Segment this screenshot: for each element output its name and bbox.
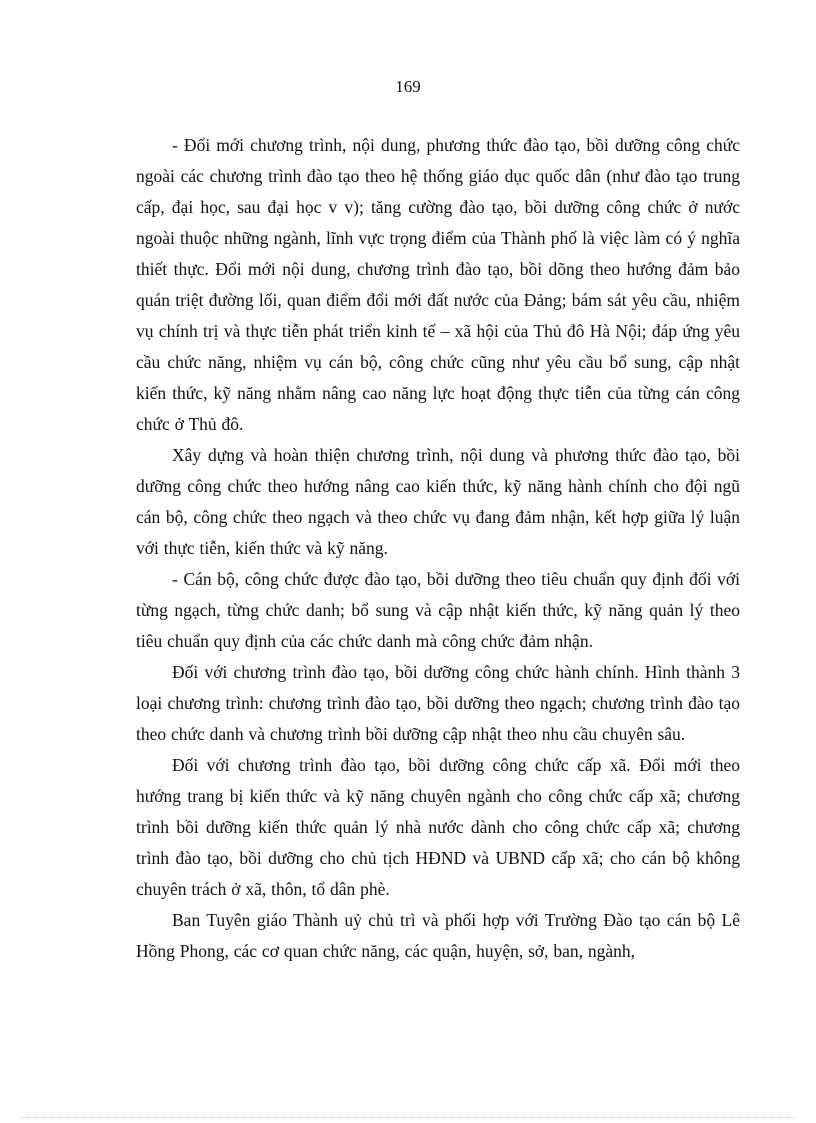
paragraph-5: Đối với chương trình đào tạo, bồi dưỡng công chức cấp xã. Đổi mới theo hướng trang bị kiến thức và kỹ năng chuyên ngành cho công chức cấp xã; chương trình bồi dưỡng kiến thức quản lý nhà nước dành cho công chức cấp xã; chương trình đào tạo, bồi dưỡng cho chủ tịch HĐND và UBND cấp xã; cho cán bộ không chuyên trách ở xã, thôn, tổ dân phè. (136, 755, 740, 899)
page-number: 169 (395, 77, 421, 96)
paragraph-2: Xây dựng và hoàn thiện chương trình, nội dung và phương thức đào tạo, bồi dưỡng công chức theo hướng nâng cao kiến thức, kỹ năng hành chính cho đội ngũ cán bộ, công chức theo ngạch và theo chức vụ đang đảm nhận, kết hợp giữa lý luận với thực tiễn, kiến thức và kỹ năng. (136, 445, 740, 558)
paragraph-1: - Đổi mới chương trình, nội dung, phương thức đào tạo, bồi dưỡng công chức ngoài các chương trình đào tạo theo hệ thống giáo dục quốc dân (như đào tạo trung cấp, đại học, sau đại học v v); tăng cường đào tạo, bồi dưỡng công chức ở nước ngoài thuộc những ngành, lĩnh vực trọng điểm của Thành phố là việc làm có ý nghĩa thiết thực. Đổi mới nội dung, chương trình đào tạo, bồi dõng theo hướng đảm bảo quán triệt đường lối, quan điểm đổi mới đất nước của Đảng; bám sát yêu cầu, nhiệm vụ chính trị và thực tiễn phát triển kinh tế – xã hội của Thủ đô Hà Nội; đáp ứng yêu cầu chức năng, nhiệm vụ cán bộ, công chức cũng như yêu cầu bổ sung, cập nhật kiến thức, kỹ năng nhằm nâng cao năng lực hoạt động thực tiễn của từng cán công chức ở Thủ đô. (136, 135, 740, 434)
body-text (136, 130, 740, 967)
paragraph-4: Đối với chương trình đào tạo, bồi dưỡng công chức hành chính. Hình thành 3 loại chương trình: chương trình đào tạo, bồi dưỡng theo ngạch; chương trình đào tạo theo chức danh và chương trình bồi dưỡng cập nhật theo nhu cầu chuyên sâu. (136, 662, 740, 744)
paragraph-3: - Cán bộ, công chức được đào tạo, bồi dưỡng theo tiêu chuẩn quy định đối với từng ngạch, từng chức danh; bổ sung và cập nhật kiến thức, kỹ năng quản lý theo tiêu chuẩn quy định của các chức danh mà công chức đảm nhận. (136, 569, 740, 651)
paragraph-6: Ban Tuyên giáo Thành uỷ chủ trì và phối hợp với Trường Đào tạo cán bộ Lê Hồng Phong, các cơ quan chức năng, các quận, huyện, sở, ban, ngành, (136, 910, 740, 961)
page-bottom-divider (20, 1117, 796, 1118)
